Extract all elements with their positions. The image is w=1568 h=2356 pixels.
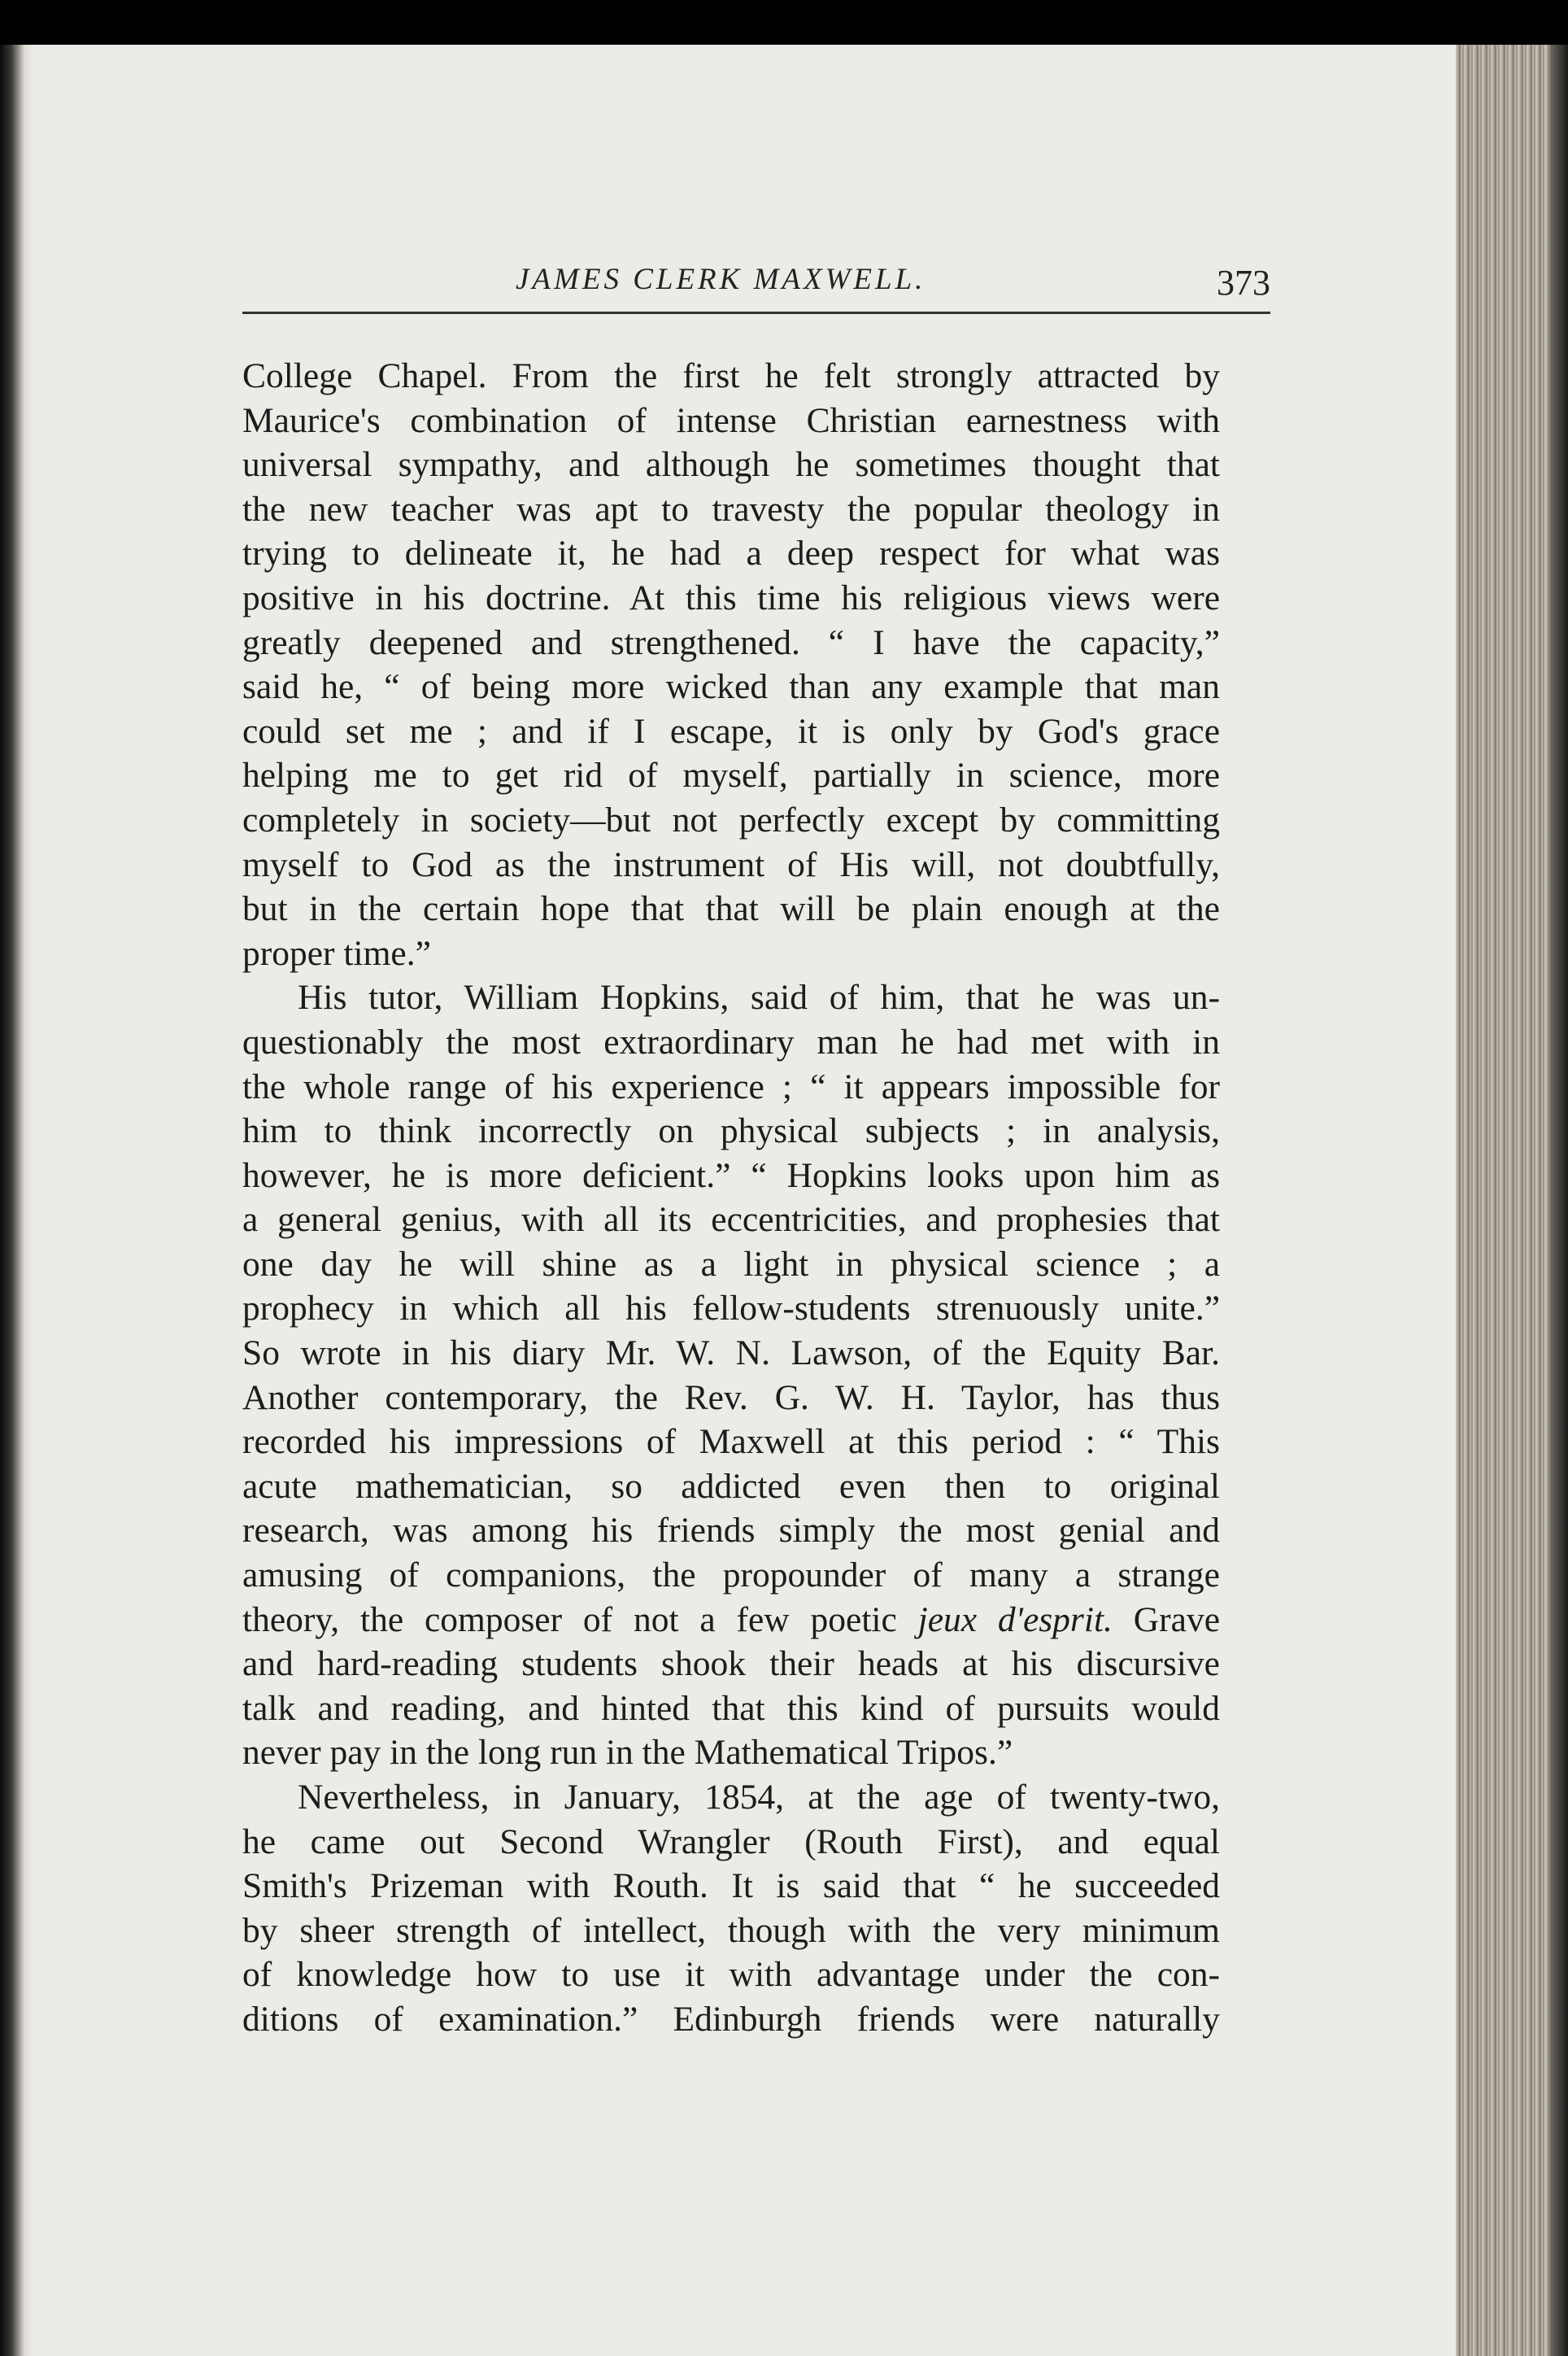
running-head [246, 262, 1270, 309]
text-line: and hard-reading students shook their heads at his discursive [242, 1644, 1220, 1684]
paragraph-2 [242, 975, 1220, 1775]
text-line: a general genius, with all its eccentricities, and prophesies that [242, 1200, 1220, 1240]
text-line: never pay in the long run in the Mathematical Tripos.” [242, 1733, 1013, 1773]
text-line: universal sympathy, and although he sometimes thought that [242, 445, 1220, 485]
page-number: 373 [1217, 263, 1270, 303]
text-line-with-italic [242, 1598, 1220, 1643]
paragraph-3 [242, 1775, 1220, 2042]
text-line: by sheer strength of intellect, though with the very minimum [242, 1910, 1220, 1950]
text-line: he came out Second Wrangler (Routh First), and equal [242, 1822, 1220, 1861]
text-line: So wrote in his diary Mr. W. N. Lawson, of the Equity Bar. [242, 1333, 1220, 1373]
text-line: the whole range of his experience ; “ it appears impossible for [242, 1067, 1220, 1106]
text-line: helping me to get rid of myself, partially in science, more [242, 756, 1220, 796]
text-line: trying to delineate it, he had a deep respect for what was [242, 534, 1220, 574]
text-line: recorded his impressions of Maxwell at this period : “ This [242, 1422, 1220, 1462]
text-line: talk and reading, and hinted that this kind of pursuits would [242, 1688, 1220, 1728]
text-line: positive in his doctrine. At this time his religious views were [242, 578, 1220, 617]
text-line: completely in society—but not perfectly except by committing [242, 800, 1220, 840]
text-line: research, was among his friends simply the most genial and [242, 1511, 1220, 1551]
text-line: College Chapel. From the first he felt strongly attracted by [242, 356, 1220, 395]
text-line: Maurice's combination of intense Christian earnestness with [242, 400, 1220, 440]
text-line: said he, “ of being more wicked than any example that man [242, 667, 1220, 707]
text-line: Nevertheless, in January, 1854, at the age of twenty-two, [298, 1778, 1220, 1817]
text-line: acute mathematician, so addicted even then to original [242, 1466, 1220, 1506]
body-text [242, 354, 1220, 2042]
running-head-title: JAMES CLERK MAXWELL. [516, 263, 926, 296]
text-run: theory, the composer of not a few poetic [242, 1599, 918, 1639]
text-line: proper time.” [242, 933, 431, 973]
text-line: ditions of examination.” Edinburgh friends were naturally [242, 1999, 1220, 2039]
text-line: greatly deepened and strengthened. “ I have the capacity,” [242, 622, 1220, 662]
text-line: one day he will shine as a light in physical science ; a [242, 1244, 1220, 1284]
text-line: His tutor, William Hopkins, said of him, that he was un- [298, 978, 1220, 1018]
header-rule [242, 312, 1270, 314]
text-line: him to think incorrectly on physical subjects ; in analysis, [242, 1111, 1220, 1151]
page-gutter-shadow [0, 45, 33, 2356]
text-line: prophecy in which all his fellow-students strenuously unite.” [242, 1289, 1220, 1329]
page-edge-stack [1456, 45, 1568, 2356]
text-line: could set me ; and if I escape, it is only by God's grace [242, 711, 1220, 751]
text-run: Grave [1112, 1599, 1220, 1639]
text-line: the new teacher was apt to travesty the popular theology in [242, 489, 1220, 529]
text-line: amusing of companions, the propounder of many a strange [242, 1555, 1220, 1595]
text-line: Another contemporary, the Rev. G. W. H. Taylor, has thus [242, 1377, 1220, 1417]
text-line: questionably the most extraordinary man he had met with in [242, 1022, 1220, 1062]
paragraph-1 [242, 354, 1220, 975]
text-line: of knowledge how to use it with advantage under the con- [242, 1955, 1220, 1995]
italic-phrase: jeux d'esprit. [917, 1599, 1113, 1639]
text-line: myself to God as the instrument of His will, not doubtfully, [242, 844, 1220, 884]
text-line: Smith's Prizeman with Routh. It is said that “ he succeeded [242, 1866, 1220, 1906]
text-line: however, he is more deficient.” “ Hopkins looks upon him as [242, 1155, 1220, 1195]
text-line: but in the certain hope that that will be plain enough at the [242, 889, 1220, 929]
